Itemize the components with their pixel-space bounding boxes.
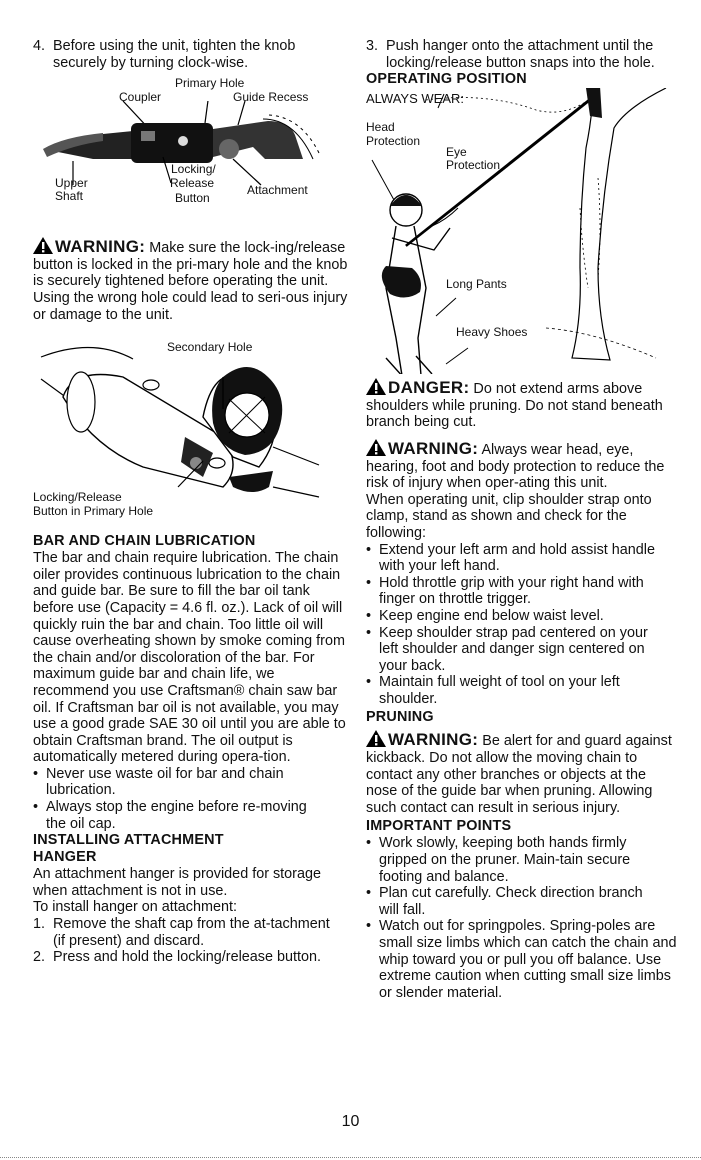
bullet: • bbox=[33, 765, 39, 782]
hanger-intro: An attachment hanger is provided for storage when attachment is not in use. bbox=[33, 866, 321, 899]
step-text: Push hanger onto the attachment until the locking/release button snaps into the hole. bbox=[386, 38, 655, 71]
warning-protection bbox=[366, 439, 678, 492]
list-item bbox=[366, 625, 678, 675]
coupler-figure bbox=[33, 71, 351, 231]
list-item-text: Maintain full weight of tool on your left shoulder. bbox=[379, 674, 620, 707]
label-eye: Eye bbox=[446, 145, 467, 160]
bullet: • bbox=[366, 835, 372, 852]
bullet: • bbox=[366, 918, 372, 935]
step-text: Before using the unit, tighten the knob securely by turning clock-wise. bbox=[53, 38, 296, 71]
hanger-step-2 bbox=[33, 949, 351, 966]
warning-icon bbox=[33, 237, 53, 254]
warning-icon bbox=[366, 439, 386, 456]
warning-label: WARNING: bbox=[55, 237, 146, 257]
label-upper: Upper bbox=[55, 176, 88, 191]
list-item-text: Hold throttle grip with your right hand with finger on throttle trigger. bbox=[379, 574, 644, 608]
page-number: 10 bbox=[341, 1113, 360, 1130]
step-3 bbox=[366, 38, 678, 71]
pruning-heading: PRUNING bbox=[366, 709, 434, 726]
step-number: 3. bbox=[366, 38, 379, 54]
hanger-heading: INSTALLING ATTACHMENT HANGER bbox=[33, 832, 224, 866]
warning-text: Make sure the lock-ing/release button is locked in the pri-mary hole and the knob is securely tightened before operating the unit. Using the wrong hole could lead to seri-ous injury or damage to the unit. bbox=[33, 240, 348, 323]
warning-lock-release bbox=[33, 237, 351, 323]
bullet: • bbox=[33, 799, 39, 816]
list-item bbox=[366, 608, 678, 625]
list-item-text: Never use waste oil for bar and chain lubrication. bbox=[46, 765, 284, 799]
lubrication-heading: BAR AND CHAIN LUBRICATION bbox=[33, 533, 256, 550]
list-item bbox=[366, 674, 678, 707]
step-4 bbox=[33, 38, 351, 71]
list-item bbox=[366, 542, 678, 575]
warning-label: WARNING: bbox=[388, 438, 479, 458]
danger-notice bbox=[366, 378, 678, 431]
hanger-section bbox=[33, 832, 351, 966]
danger-label: DANGER: bbox=[388, 378, 470, 398]
list-item bbox=[33, 799, 351, 832]
danger-icon bbox=[366, 378, 386, 395]
warning-label: WARNING: bbox=[388, 730, 479, 750]
warning-icon bbox=[366, 730, 386, 747]
label-primary-hole: Primary Hole bbox=[175, 76, 245, 91]
bottom-rule bbox=[0, 1157, 701, 1158]
list-item-text: Keep shoulder strap pad centered on your left shoulder and danger sign centered on your back. bbox=[379, 624, 648, 674]
label-locking: Locking/ bbox=[171, 162, 216, 177]
secondary-hole-figure bbox=[33, 337, 351, 521]
label-shaft: Shaft bbox=[55, 189, 84, 204]
danger-text: Do not extend arms above shoulders while pruning. Do not stand beneath branch being cut. bbox=[366, 381, 663, 431]
label-secondary-hole: Secondary Hole bbox=[167, 340, 253, 355]
label-locking-release: Locking/Release bbox=[33, 490, 122, 505]
label-heavy-shoes: Heavy Shoes bbox=[456, 325, 528, 340]
list-item-text: Keep engine end below waist level. bbox=[379, 607, 604, 624]
left-column bbox=[33, 38, 351, 966]
hanger-instruction: To install hanger on attachment: bbox=[33, 899, 237, 916]
operating-position-figure bbox=[366, 88, 678, 374]
label-always-wear: ALWAYS WEAR: bbox=[366, 91, 464, 107]
list-item-text: Work slowly, keeping both hands firmly gripped on the pruner. Main-tain secure footing and balance. bbox=[379, 835, 631, 885]
important-heading: IMPORTANT POINTS bbox=[366, 818, 512, 835]
bullet: • bbox=[366, 885, 372, 902]
label-release: Release bbox=[170, 176, 215, 191]
list-item-text: Watch out for springpoles. Spring-poles are small size limbs which can catch the chain and whip toward you or pull you off balance. Use extreme caution when cutting small size limbs or slender material. bbox=[379, 918, 677, 1001]
label-coupler: Coupler bbox=[119, 90, 162, 105]
lubrication-section bbox=[33, 533, 351, 832]
label-button-primary: Button in Primary Hole bbox=[33, 504, 154, 519]
label-guide-recess: Guide Recess bbox=[233, 90, 309, 105]
bullet: • bbox=[366, 574, 372, 591]
bullet: • bbox=[366, 624, 372, 641]
right-column bbox=[366, 38, 678, 1001]
step-text: Remove the shaft cap from the at-tachment (if present) and discard. bbox=[53, 916, 330, 949]
list-item bbox=[366, 575, 678, 608]
lubrication-text: The bar and chain require lubrication. The chain oiler provides continuous lubrication to the chain and guide bar. Be sure to fill the bar oil tank before use (Capacity = 4.6 fl. oz.). Lack of oil will quickly ruin the bar and chain. Too little oil will cause overheating shown by smoke coming from the chain and/or discoloration of the bar. For maximum guide bar and chain life, we recommend you use Craftsman® chain saw bar oil. If Craftsman bar oil is not available, you may use a good grade SAE 30 oil until you are able to obtain Craftsman brand. The oil output is automatically metered during opera-tion. bbox=[33, 550, 346, 766]
warning-text: Be alert for and guard against kickback. Do not allow the moving chain to contact any other branches or objects at the nose of the guide bar when pruning. Allowing such contact can result in serious injury. bbox=[366, 733, 672, 816]
list-item bbox=[366, 885, 678, 918]
list-item-text: Extend your left arm and hold assist handle with your left hand. bbox=[379, 541, 655, 575]
warning-text: Always wear head, eye, hearing, foot and body protection to reduce the risk of injury when oper-ating this unit. bbox=[366, 441, 665, 492]
hanger-step-1 bbox=[33, 916, 351, 949]
bullet: • bbox=[366, 541, 372, 558]
step-text: Press and hold the locking/release button. bbox=[53, 949, 321, 966]
label-eye-protection: Protection bbox=[446, 158, 501, 173]
label-button: Button bbox=[175, 191, 210, 206]
bullet: • bbox=[366, 607, 372, 624]
strap-instructions: When operating unit, clip shoulder strap onto clamp, stand as shown and check for the following: bbox=[366, 491, 652, 541]
list-item bbox=[33, 766, 351, 799]
label-head: Head bbox=[366, 120, 395, 135]
list-item bbox=[366, 835, 678, 885]
list-item-text: Plan cut carefully. Check direction branch will fall. bbox=[379, 885, 643, 918]
list-item bbox=[366, 918, 678, 1001]
list-item-text: Always stop the engine before re-moving the oil cap. bbox=[46, 799, 307, 832]
bullet: • bbox=[366, 674, 372, 691]
step-number: 4. bbox=[33, 38, 46, 54]
label-head-protection: Protection bbox=[366, 134, 421, 149]
label-attachment: Attachment bbox=[247, 183, 308, 198]
operating-heading: OPERATING POSITION bbox=[366, 71, 527, 88]
label-long-pants: Long Pants bbox=[446, 277, 507, 292]
warning-kickback bbox=[366, 730, 678, 816]
step-number: 1. bbox=[33, 916, 46, 933]
step-number: 2. bbox=[33, 949, 46, 966]
